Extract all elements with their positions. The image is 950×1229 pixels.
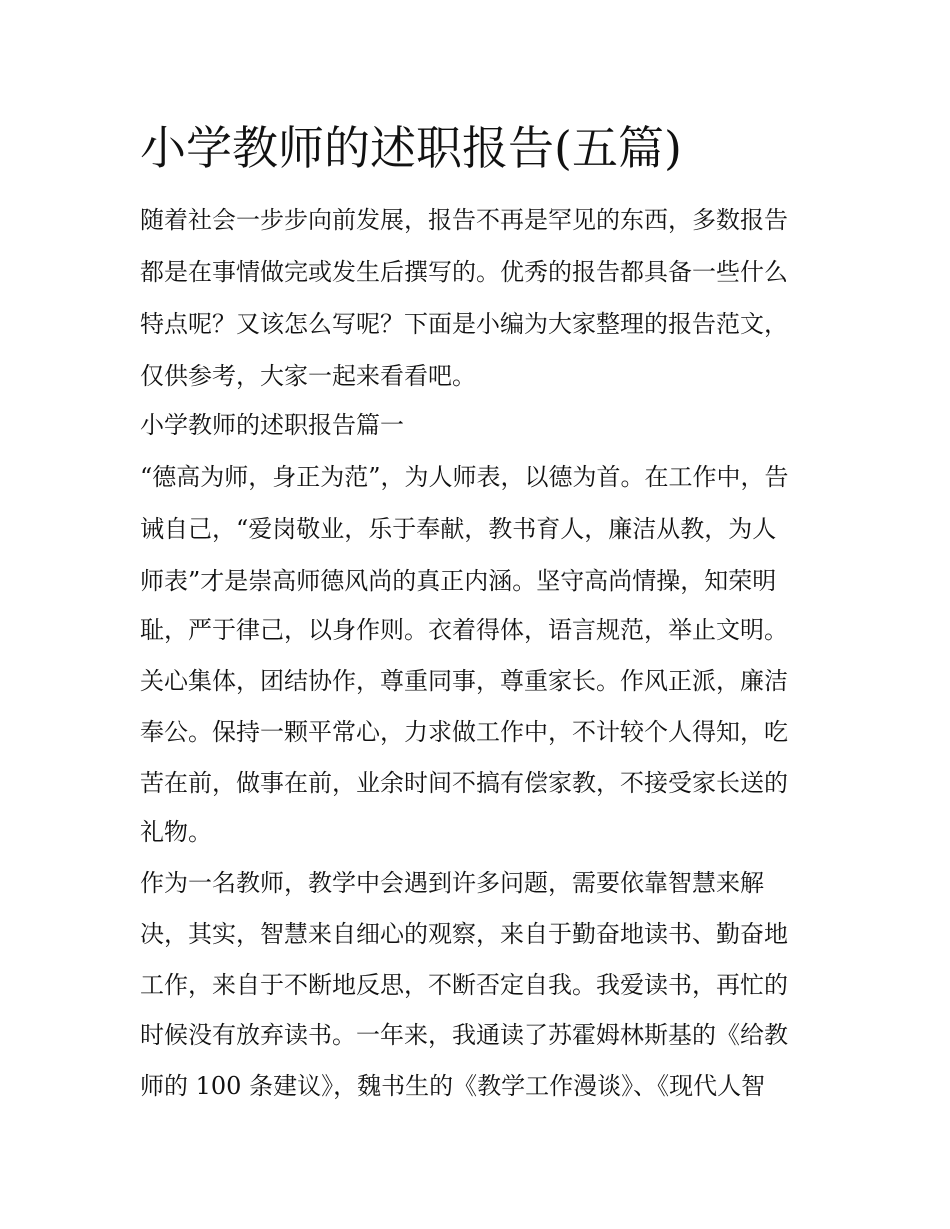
paragraph-line: 师表”才是崇高师德风尚的真正内涵。坚守高尚情操，知荣明	[140, 567, 777, 595]
paragraph-line: 时候没有放弃读书。一年来，我通读了苏霍姆林斯基的《给教	[140, 1021, 788, 1049]
paragraph-line: 工作，来自于不断地反思，不断否定自我。我爱读书，再忙的	[140, 971, 788, 999]
paragraph-line: 随着社会一步步向前发展，报告不再是罕见的东西，多数报告	[140, 206, 788, 234]
paragraph-line: 特点呢？又该怎么写呢？下面是小编为大家整理的报告范文，	[140, 310, 788, 338]
paragraph-line: 耻，严于律己，以身作则。衣着得体，语言规范，举止文明。	[140, 616, 788, 644]
paragraph-line: 礼物。	[140, 818, 212, 846]
paragraph-line: 师的 100 条建议》，魏书生的《教学工作漫谈》、《现代人智	[140, 1072, 766, 1100]
document-title: 小学教师的述职报告(五篇)	[140, 121, 682, 175]
paragraph-line: 奉公。保持一颗平常心，力求做工作中，不计较个人得知，吃	[140, 718, 788, 746]
paragraph-line: 作为一名教师，教学中会遇到许多问题，需要依靠智慧来解	[140, 869, 764, 897]
paragraph-line: 决，其实，智慧来自细心的观察，来自于勤奋地读书、勤奋地	[140, 920, 788, 948]
paragraph-line: “德高为师，身正为范”，为人师表，以德为首。在工作中，告	[140, 463, 789, 491]
paragraph-line: 仅供参考，大家一起来看看吧。	[140, 362, 476, 390]
section-heading: 小学教师的述职报告篇一	[140, 411, 404, 439]
paragraph-line: 苦在前，做事在前，业余时间不搞有偿家教，不接受家长送的	[140, 769, 788, 797]
paragraph-line: 关心集体，团结协作，尊重同事，尊重家长。作风正派，廉洁	[140, 667, 788, 695]
paragraph-line: 都是在事情做完或发生后撰写的。优秀的报告都具备一些什么	[140, 258, 788, 286]
paragraph-line: 诫自己，“爱岗敬业，乐于奉献，教书育人，廉洁从教，为人	[140, 515, 777, 543]
